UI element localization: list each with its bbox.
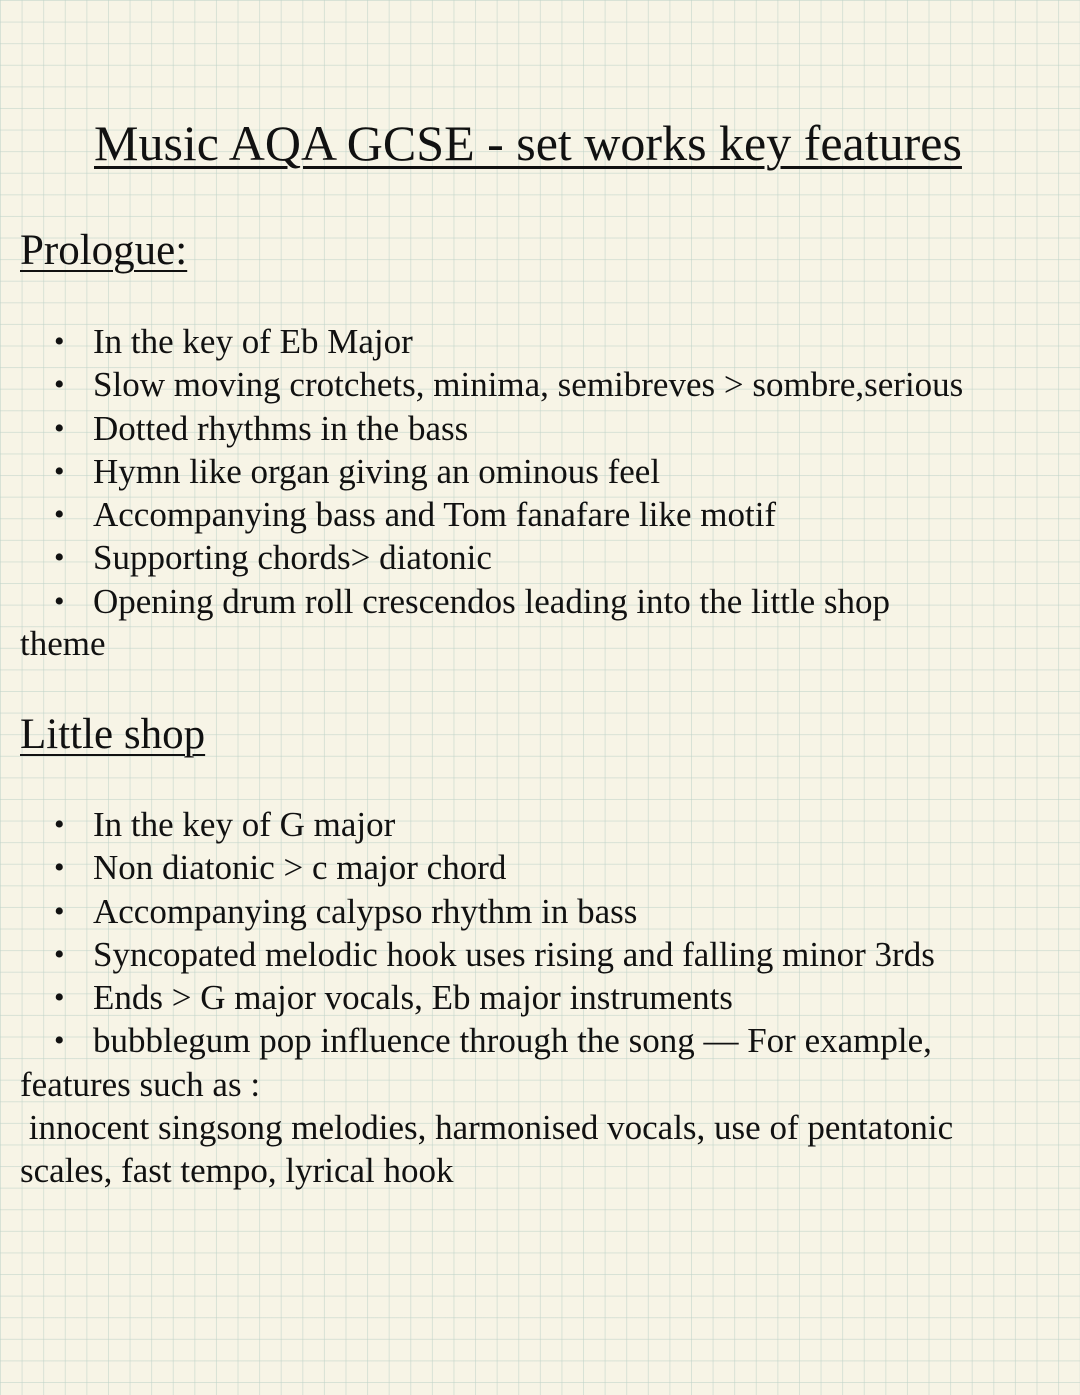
prologue-heading: Prologue:: [20, 227, 188, 274]
bullet-icon: •: [54, 325, 65, 358]
list-item: [0, 890, 935, 933]
bullet-icon: •: [54, 981, 65, 1015]
list-item-text: Hymn like organ giving an ominous feel: [93, 451, 661, 491]
list-item-text: Opening drum roll crescendos leading into the little shop: [93, 581, 891, 621]
list-item: [0, 493, 963, 536]
list-item-text: Accompanying bass and Tom fanafare like motif: [93, 495, 777, 535]
list-item-text: bubblegum pop influence through the song — For example,: [93, 1021, 932, 1061]
bullet-icon: •: [54, 894, 65, 928]
list-item: [0, 933, 935, 976]
list-item: [0, 450, 963, 493]
list-item-text: Supporting chords> diatonic: [93, 538, 492, 578]
little-shop-continuation: features such as :: [20, 1065, 261, 1104]
little-shop-extra-line: scales, fast tempo, lyrical hook: [20, 1151, 454, 1190]
bullet-icon: •: [54, 937, 65, 971]
little-shop-list: [0, 803, 935, 1063]
page-title: Music AQA GCSE - set works key features: [94, 115, 962, 171]
list-item: [0, 976, 935, 1019]
list-item-text: Accompanying calypso rhythm in bass: [93, 891, 638, 931]
list-item-text: Non diatonic > c major chord: [93, 848, 507, 888]
bullet-icon: •: [54, 368, 65, 402]
list-item-text: Slow moving crotchets, minima, semibreves > sombre,serious: [93, 365, 964, 405]
little-shop-heading: Little shop: [20, 711, 206, 758]
prologue-continuation: theme: [20, 624, 106, 663]
list-item: [0, 320, 963, 363]
list-item-text: Dotted rhythms in the bass: [93, 408, 469, 448]
list-item: [0, 407, 963, 450]
little-shop-extra-line: innocent singsong melodies, harmonised vocals, use of pentatonic: [20, 1108, 954, 1147]
bullet-icon: •: [54, 1024, 65, 1058]
list-item: [0, 580, 963, 623]
list-item-text: In the key of G major: [93, 805, 396, 844]
list-item: [0, 803, 935, 846]
list-item-text: In the key of Eb Major: [93, 322, 413, 361]
list-item-text: Ends > G major vocals, Eb major instruments: [93, 978, 733, 1018]
prologue-list: [0, 320, 963, 623]
bullet-icon: •: [54, 584, 65, 618]
bullet-icon: •: [54, 498, 65, 532]
list-item: [0, 846, 935, 889]
list-item: [0, 363, 963, 406]
bullet-icon: •: [54, 411, 65, 445]
list-item-text: Syncopated melodic hook uses rising and falling minor 3rds: [93, 934, 935, 974]
list-item: [0, 536, 963, 579]
bullet-icon: •: [54, 454, 65, 488]
list-item: [0, 1019, 935, 1062]
bullet-icon: •: [54, 851, 65, 885]
bullet-icon: •: [54, 541, 65, 575]
bullet-icon: •: [54, 808, 65, 841]
